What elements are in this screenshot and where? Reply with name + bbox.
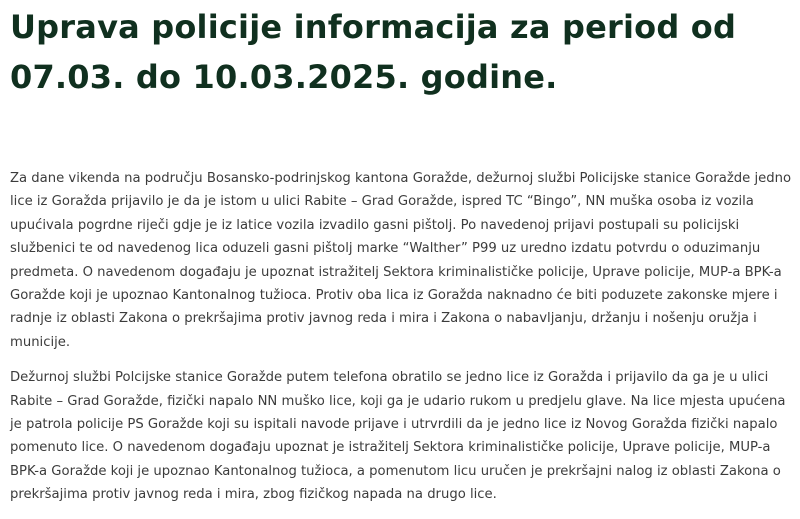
article-paragraph: Za dane vikenda na području Bosansko-podrinjskog kantona Goražde, dežurnoj službi Policijske stanice Goražde jedno lice iz Goražda prijavilo je da je istom u ulici Rabite – Grad Goražde, ispred TC “Bingo”, NN muška osoba iz vozila upućivala pogrdne riječi gdje je iz latice vozila izvadilo gasni pištolj. Po navedenoj prijavi postupali su policijski službenici te od navedenog lica oduzeli gasni pištolj marke “Walther” P99 uz uredno izdatu potvrdu o oduzimanju predmeta. O navedenom događaju je upoznat istražitelj Sektora kriminalističke policije, Uprave policije, MUP-a BPK-a Goražde koji je upoznao Kantonalnog tužioca. Protiv oba lica iz Goražda naknadno će biti poduzete zakonske mjere i radnje iz oblasti Zakona o prekršajima protiv javnog reda i mira i Zakona o nabavljanju, držanju i nošenju oružja i municije.: [10, 171, 792, 350]
article-body: [10, 167, 792, 507]
article-title: Uprava policije informacija za period od 07.03. do 10.03.2025. godine.: [10, 8, 737, 96]
article-paragraph: Dežurnoj službi Polcijske stanice Goražde putem telefona obratilo se jedno lice iz Goražda i prijavilo da ga je u ulici Rabite – Grad Goražde, fizički napalo NN muško lice, koji ga je udario rukom u predjelu glave. Na lice mjesta upućena je patrola policije PS Goražde koji su ispitali navode prijave i utrvrdili da je jedno lice iz Novog Goražda fizički napalo pomenuto lice. O navedenom događaju upoznat je istražitelj Sektora kriminalističke policije, Uprave policije, MUP-a BPK-a Goražde koji je upoznao Kantonalnog tužioca, a pomenutom licu uručen je prekršajni nalog iz oblasti Zakona o prekršajima protiv javnog reda i mira, zbog fizičkog napada na drugo lice.: [10, 370, 786, 503]
article: [10, 0, 792, 519]
